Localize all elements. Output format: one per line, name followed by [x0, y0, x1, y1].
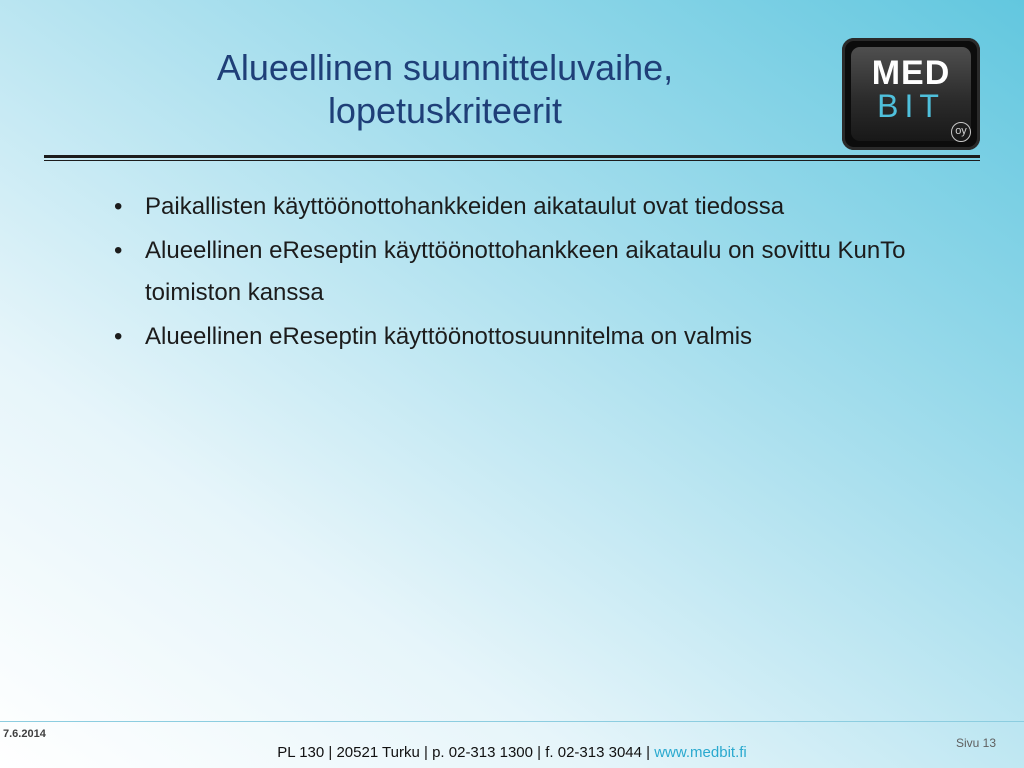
page-number: Sivu 13: [955, 736, 996, 750]
bullet-list: [110, 186, 990, 360]
bullet-text: Paikallisten käyttöönottohankkeiden aikataulut ovat tiedossa: [145, 193, 785, 220]
bullet-dot-icon: •: [114, 237, 123, 264]
slide-title: [160, 46, 730, 132]
bullet-item: [110, 316, 990, 358]
footer-address-text: PL 130 | 20521 Turku | p. 02-313 1300 | f. 02-313 3044 |: [277, 744, 655, 761]
bullet-dot-icon: •: [114, 323, 123, 350]
website-link[interactable]: www.medbit.fi: [654, 744, 747, 761]
title-divider-thin: [44, 160, 980, 161]
logo-text-med: MED: [871, 54, 951, 92]
logo-text-oy: oy: [951, 122, 971, 142]
title-divider-thick: [44, 155, 980, 158]
bullet-text: Alueellinen eReseptin käyttöönottohankkeen aikataulu on sovittu KunTo toimiston kanssa: [145, 237, 906, 306]
bullet-item: [110, 186, 990, 228]
title-line-1: Alueellinen suunnitteluvaihe,: [216, 47, 674, 88]
footer-divider: [0, 721, 1024, 722]
title-line-2: lopetuskriteerit: [327, 90, 563, 131]
logo-text-bit: BIT: [877, 88, 945, 124]
bullet-dot-icon: •: [114, 193, 123, 220]
medbit-logo: [842, 38, 980, 150]
bullet-item: [110, 230, 990, 314]
footer-contact: [0, 744, 1024, 761]
footer-date: 7.6.2014: [3, 728, 46, 740]
bullet-text: Alueellinen eReseptin käyttöönottosuunnitelma on valmis: [145, 323, 753, 350]
